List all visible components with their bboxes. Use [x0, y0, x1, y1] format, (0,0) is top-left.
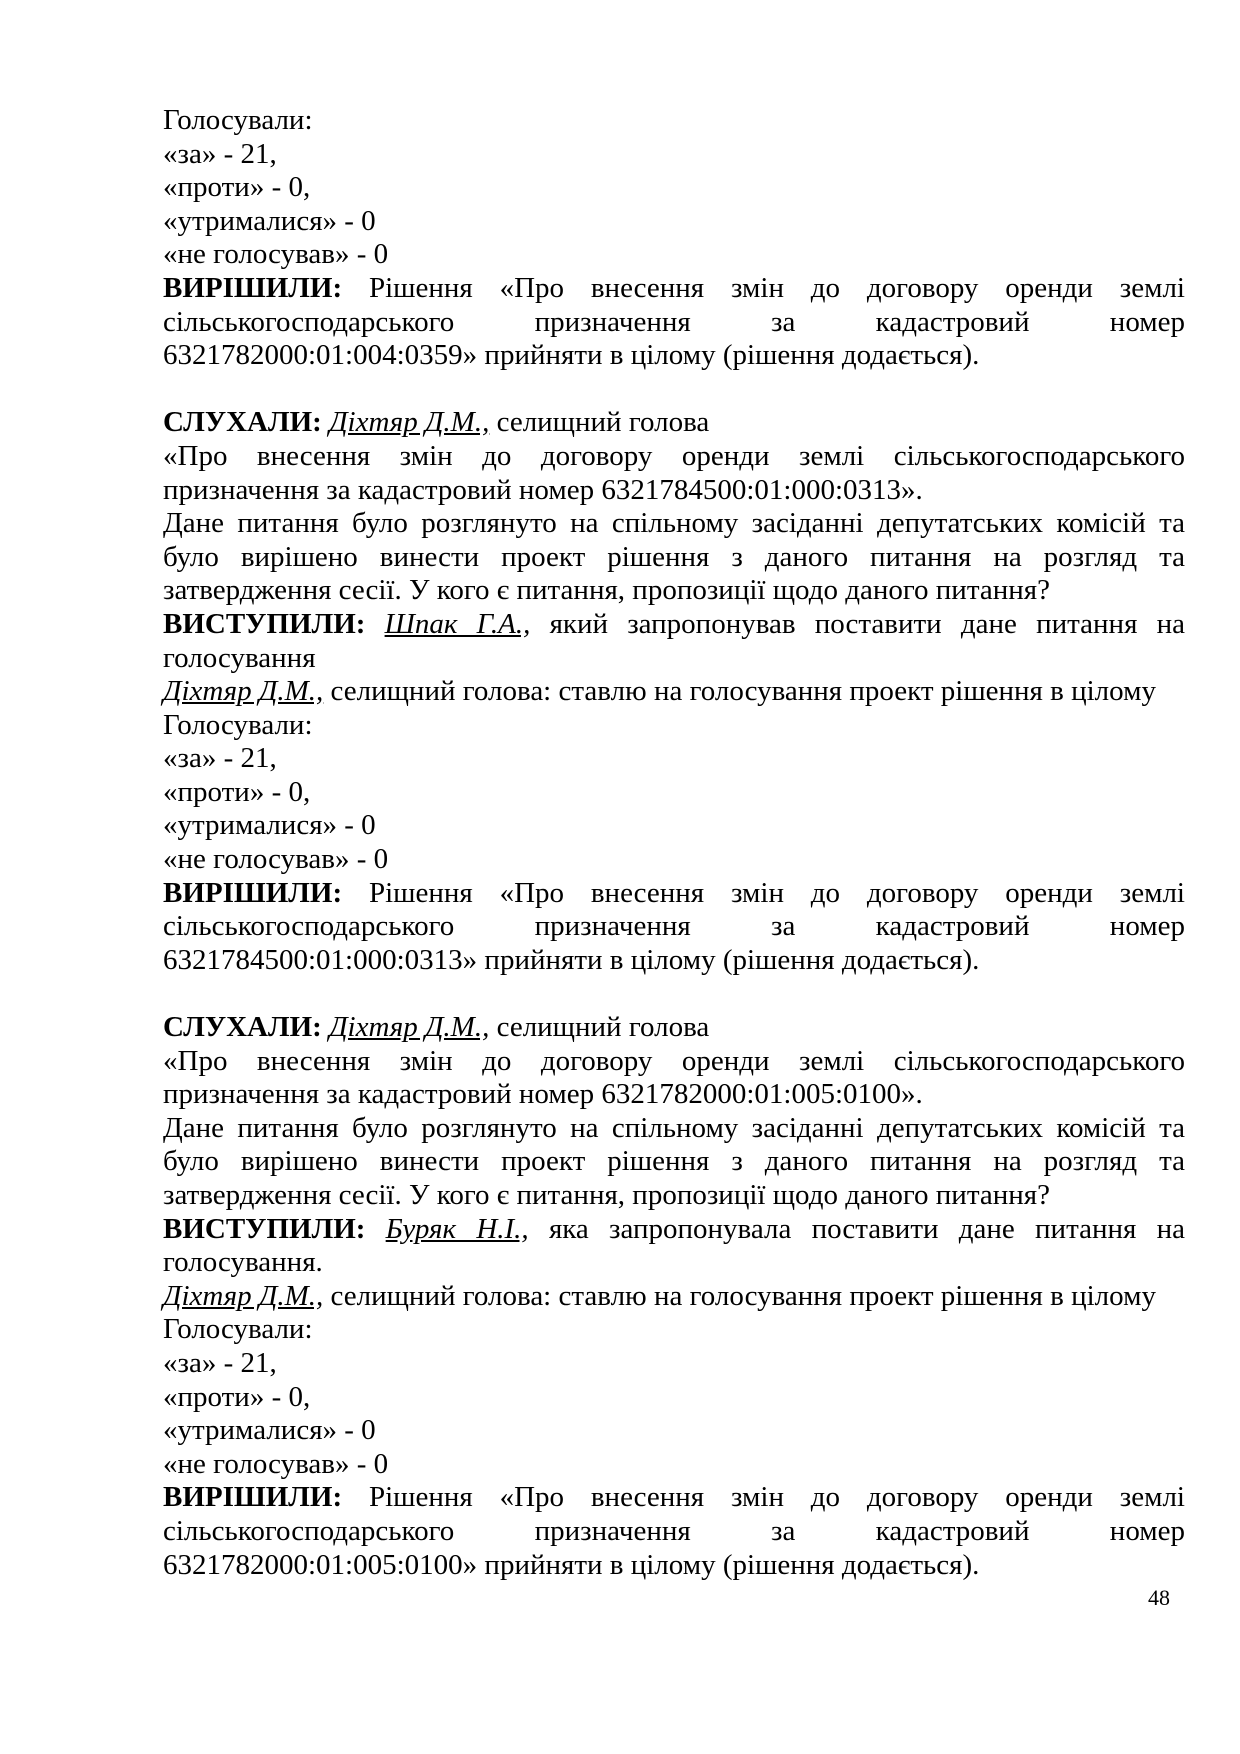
voting-section-1: [163, 104, 1185, 373]
spacer: [163, 373, 1185, 407]
spoke-line-1: [163, 608, 1185, 642]
vote-not-voted: «не голосував» - 0: [163, 843, 389, 876]
chair-line: [163, 1280, 1185, 1314]
topic-line-2: призначення за кадастровий номер 6321782000:01:005:0100».: [163, 1078, 923, 1111]
decision-line-3: 6321782000:01:005:0100» прийняти в цілому (рішення додається).: [163, 1548, 980, 1581]
vote-abstained: «утрималися» - 0: [163, 204, 376, 237]
speaker-role: селищний голова: [489, 1011, 710, 1044]
spoke-label: ВИСТУПИЛИ:: [163, 607, 366, 640]
chair-text: селищний голова: ставлю на голосування проект рішення в цілому: [323, 1279, 1156, 1312]
decision-line-3: 6321784500:01:000:0313» прийняти в цілому (рішення додається).: [163, 943, 980, 976]
page-number: 48: [1148, 1585, 1170, 1610]
voted-label: Голосували:: [163, 1313, 313, 1346]
decision-line-2: сільськогосподарського призначення за кадастровий номер: [163, 305, 1185, 338]
spoke-line-1: [163, 1213, 1185, 1247]
vote-abstained: «утрималися» - 0: [163, 1414, 376, 1447]
topic-line-2: призначення за кадастровий номер 6321784500:01:000:0313».: [163, 473, 923, 506]
agenda-item-3: [163, 1011, 1185, 1582]
topic-line-1: «Про внесення змін до договору оренди землі сільськогосподарського: [163, 439, 1185, 472]
info-line-3: затвердження сесії. У кого є питання, пропозиції щодо даного питання?: [163, 574, 1050, 607]
chair-line: [163, 675, 1185, 709]
info-line-2: було вирішено винести проект рішення з даного питання на розгляд та: [163, 540, 1185, 573]
spoke-line-2: голосування: [163, 641, 316, 674]
decision-line-1: [163, 272, 1185, 306]
spacer: [163, 977, 1185, 1011]
heard-label: СЛУХАЛИ:: [163, 1011, 322, 1044]
vote-abstained: «утрималися» - 0: [163, 809, 376, 842]
speaker-name: Діхтяр Д.М.,: [329, 1011, 490, 1044]
decided-label: ВИРІШИЛИ:: [163, 271, 343, 304]
vote-for: «за» - 21,: [163, 137, 277, 170]
voted-label: Голосували:: [163, 708, 313, 741]
speaker-name: Діхтяр Д.М.,: [329, 406, 490, 439]
chair-text: селищний голова: ставлю на голосування проект рішення в цілому: [323, 675, 1156, 708]
decision-line-1: [163, 1481, 1185, 1515]
decision-line-3: 6321782000:01:004:0359» прийняти в цілому (рішення додається).: [163, 339, 980, 372]
decision-line-2: сільськогосподарського призначення за кадастровий номер: [163, 910, 1185, 943]
vote-not-voted: «не голосував» - 0: [163, 238, 389, 271]
speaker-role: селищний голова: [489, 406, 710, 439]
vote-against: «проти» - 0,: [163, 171, 311, 204]
decision-text: Рішення «Про внесення змін до договору оренди землі: [342, 1481, 1185, 1514]
vote-for: «за» - 21,: [163, 1346, 277, 1379]
vote-against: «проти» - 0,: [163, 1380, 311, 1413]
heard-line: [163, 406, 1185, 440]
vote-against: «проти» - 0,: [163, 775, 311, 808]
info-line-2: було вирішено винести проект рішення з даного питання на розгляд та: [163, 1145, 1185, 1178]
heard-label: СЛУХАЛИ:: [163, 406, 322, 439]
spoke-name: Шпак Г.А.,: [384, 607, 531, 640]
agenda-item-2: [163, 406, 1185, 977]
decision-line-2: сільськогосподарського призначення за кадастровий номер: [163, 1514, 1185, 1547]
info-line-3: затвердження сесії. У кого є питання, пропозиції щодо даного питання?: [163, 1179, 1050, 1211]
heard-line: [163, 1011, 1185, 1045]
voted-label: Голосували:: [163, 104, 313, 136]
vote-not-voted: «не голосував» - 0: [163, 1447, 389, 1480]
info-line-1: Дане питання було розглянуто на спільному засіданні депутатських комісій та: [163, 1111, 1185, 1144]
decision-text: Рішення «Про внесення змін до договору оренди землі: [342, 271, 1185, 304]
decided-label: ВИРІШИЛИ:: [163, 876, 343, 909]
chair-name: Діхтяр Д.М.,: [163, 1279, 324, 1312]
spoke-name: Буряк Н.І.,: [385, 1212, 529, 1245]
decision-text: Рішення «Про внесення змін до договору оренди землі: [342, 876, 1185, 909]
info-line-1: Дане питання було розглянуто на спільному засіданні депутатських комісій та: [163, 507, 1185, 540]
decided-label: ВИРІШИЛИ:: [163, 1481, 343, 1514]
vote-for: «за» - 21,: [163, 742, 277, 775]
spoke-line-2: голосування.: [163, 1246, 323, 1279]
chair-name: Діхтяр Д.М.,: [163, 675, 324, 708]
topic-line-1: «Про внесення змін до договору оренди землі сільськогосподарського: [163, 1044, 1185, 1077]
decision-line-1: [163, 877, 1185, 911]
document-page: [163, 104, 1185, 1582]
spoke-label: ВИСТУПИЛИ:: [163, 1212, 366, 1245]
spoke-text: яка запропонувала поставити дане питання на: [528, 1212, 1185, 1245]
spoke-text: який запропонував поставити дане питання на: [530, 607, 1185, 640]
